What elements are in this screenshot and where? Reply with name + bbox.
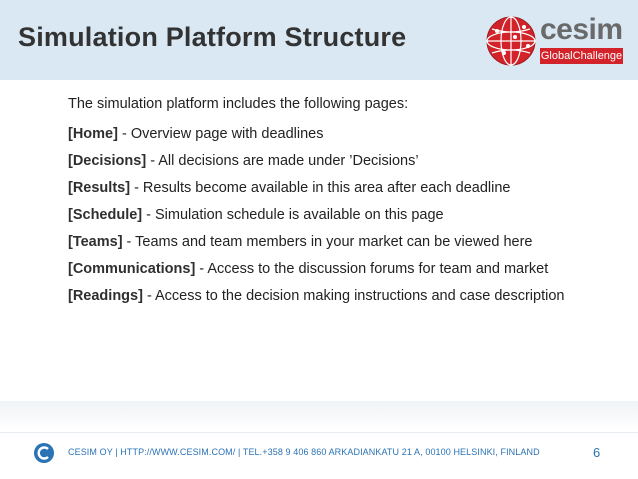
- footer-contact: CESIM OY | HTTP://WWW.CESIM.COM/ | TEL.+358 9 406 860 ARKADIANKATU 21 A, 00100 HELSINKI, FINLAND: [68, 447, 540, 457]
- footer-band: [0, 401, 638, 431]
- list-item-home: [68, 125, 568, 143]
- list-item-teams: [68, 233, 568, 251]
- item-desc: - Access to the decision making instructions and case description: [142, 288, 565, 304]
- item-desc: - Overview page with deadlines: [117, 126, 324, 142]
- intro-text: The simulation platform includes the following pages:: [68, 96, 409, 112]
- item-desc: - Access to the discussion forums for team and market: [195, 261, 549, 277]
- list-item-decisions: [68, 152, 568, 170]
- item-key: [Results]: [68, 180, 131, 196]
- item-key: [Teams]: [68, 234, 123, 250]
- page-number: 6: [593, 445, 601, 460]
- item-desc: - Teams and team members in your market can be viewed here: [122, 234, 533, 250]
- list-item-readings: [68, 287, 568, 305]
- logo-wordmark: cesim: [540, 13, 623, 46]
- list-item-communications: [68, 260, 568, 278]
- globe-icon: [484, 13, 540, 69]
- cesim-footer-icon: [33, 442, 55, 464]
- item-desc: - All decisions are made under ’Decisions’: [146, 153, 419, 169]
- logo-subtitle: GlobalChallenge: [540, 50, 623, 62]
- item-key: [Communications]: [68, 261, 196, 277]
- cesim-logo: [484, 13, 634, 71]
- item-key: [Home]: [68, 126, 118, 142]
- item-key: [Schedule]: [68, 207, 143, 223]
- list-item-results: [68, 179, 568, 197]
- item-desc: - Simulation schedule is available on this page: [142, 207, 444, 223]
- item-key: [Decisions]: [68, 153, 147, 169]
- list-item-schedule: [68, 206, 568, 224]
- slide-title: Simulation Platform Structure: [18, 22, 407, 52]
- item-desc: - Results become available in this area after each deadline: [130, 180, 511, 196]
- content-area: [68, 95, 568, 314]
- item-key: [Readings]: [68, 288, 143, 304]
- footer-divider: [0, 432, 638, 433]
